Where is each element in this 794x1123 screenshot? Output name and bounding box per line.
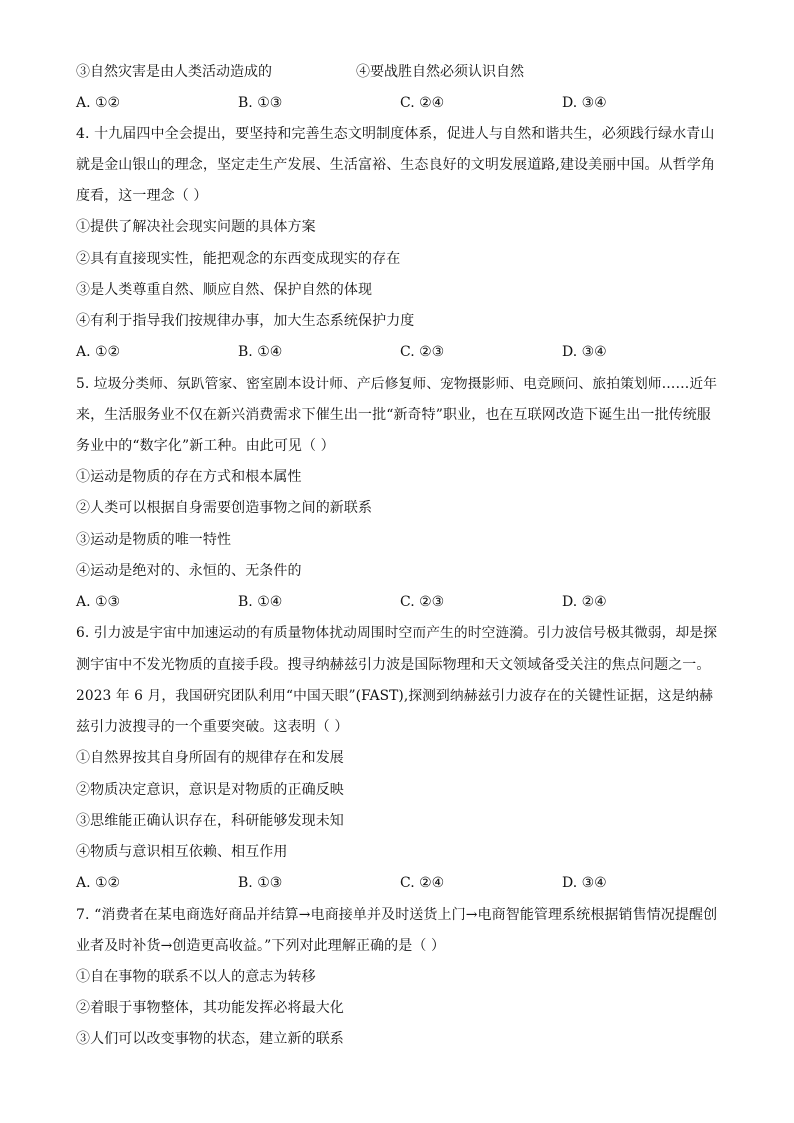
q7-statement-2: ②着眼于事物整体，其功能发挥必将最大化	[76, 1000, 344, 1016]
q5-stem-line-2: 来，生活服务业不仅在新兴消费需求下催生出一批“新奇特”职业，也在互联网改造下诞生出一批传统服	[76, 407, 711, 423]
q5-option-c: C. ②③	[400, 594, 445, 610]
q5-statement-3: ③运动是物质的唯一特性	[76, 532, 232, 548]
q7-stem-line-2: 业者及时补货→创造更高收益。”下列对此理解正确的是（ ）	[76, 938, 446, 954]
q7-statement-1: ①自在事物的联系不以人的意志为转移	[76, 969, 316, 985]
q5-stem-line-1: 5. 垃圾分类师、氛趴管家、密室剧本设计师、产后修复师、宠物摄影师、电竞顾问、旅拍策划师……近年	[76, 376, 718, 392]
q6-statement-4: ④物质与意识相互依赖、相互作用	[76, 844, 288, 860]
q6-statement-2: ②物质决定意识，意识是对物质的正确反映	[76, 782, 344, 798]
q5-statement-4: ④运动是绝对的、永恒的、无条件的	[76, 563, 302, 579]
q4-stem-line-1: 4. 十九届四中全会提出，要坚持和完善生态文明制度体系，促进人与自然和谐共生，必须践行绿水青山	[76, 126, 715, 142]
q6-stem-line-2: 测宇宙中不发光物质的直接手段。搜寻纳赫兹引力波是国际物理和天文领域备受关注的焦点问题之一。	[76, 657, 711, 673]
q4-statement-1: ①提供了解决社会现实问题的具体方案	[76, 219, 316, 235]
q5-option-d: D. ②④	[562, 594, 607, 610]
q5-option-b: B. ①④	[238, 594, 283, 610]
q5-statement-2: ②人类可以根据自身需要创造事物之间的新联系	[76, 500, 373, 516]
q3-option-d: D. ③④	[562, 95, 607, 111]
q3-option-c: C. ②④	[400, 95, 445, 111]
q4-stem-line-2: 就是金山银山的理念，坚定走生产发展、生活富裕、生态良好的文明发展道路,建设美丽中国。从哲学角	[76, 157, 716, 173]
q5-stem-line-3: 务业中的“数字化”新工种。由此可见（ ）	[76, 438, 335, 454]
q4-option-b: B. ①④	[238, 344, 283, 360]
q6-option-b: B. ①③	[238, 875, 283, 891]
q3-statement-3: ③自然灾害是由人类活动造成的	[76, 64, 272, 80]
q7-statement-3: ③人们可以改变事物的状态，建立新的联系	[76, 1031, 344, 1047]
q6-option-a: A. ①②	[76, 875, 121, 891]
q4-statement-4: ④有利于指导我们按规律办事，加大生态系统保护力度	[76, 313, 415, 329]
q6-stem-line-3: 2023 年 6 月，我国研究团队利用“中国天眼”(FAST),探测到纳赫兹引力波存在的关键性证据，这是纳赫	[76, 688, 714, 704]
q5-statement-1: ①运动是物质的存在方式和根本属性	[76, 469, 302, 485]
q6-statement-1: ①自然界按其自身所固有的规律存在和发展	[76, 750, 344, 766]
q3-option-b: B. ①③	[238, 95, 283, 111]
q6-option-d: D. ③④	[562, 875, 607, 891]
q4-option-d: D. ③④	[562, 344, 607, 360]
q3-option-a: A. ①②	[76, 95, 121, 111]
q4-option-a: A. ①②	[76, 344, 121, 360]
q4-statement-2: ②具有直接现实性，能把观念的东西变成现实的存在	[76, 251, 401, 267]
q4-stem-line-3: 度看，这一理念（ ）	[76, 188, 208, 204]
q6-statement-3: ③思维能正确认识存在，科研能够发现未知	[76, 813, 344, 829]
q6-stem-line-1: 6. 引力波是宇宙中加速运动的有质量物体扰动周围时空而产生的时空涟漪。引力波信号极其微弱，却是探	[76, 625, 718, 641]
q4-option-c: C. ②③	[400, 344, 445, 360]
q6-stem-line-4: 兹引力波搜寻的一个重要突破。这表明（ ）	[76, 719, 349, 735]
q3-statement-4: ④要战胜自然必须认识自然	[356, 64, 524, 80]
q5-option-a: A. ①③	[76, 594, 121, 610]
q7-stem-line-1: 7. “消费者在某电商选好商品并结算→电商接单并及时送货上门→电商智能管理系统根据销售情况提醒创	[76, 907, 718, 923]
q6-option-c: C. ②④	[400, 875, 445, 891]
q4-statement-3: ③是人类尊重自然、顺应自然、保护自然的体现	[76, 282, 373, 298]
